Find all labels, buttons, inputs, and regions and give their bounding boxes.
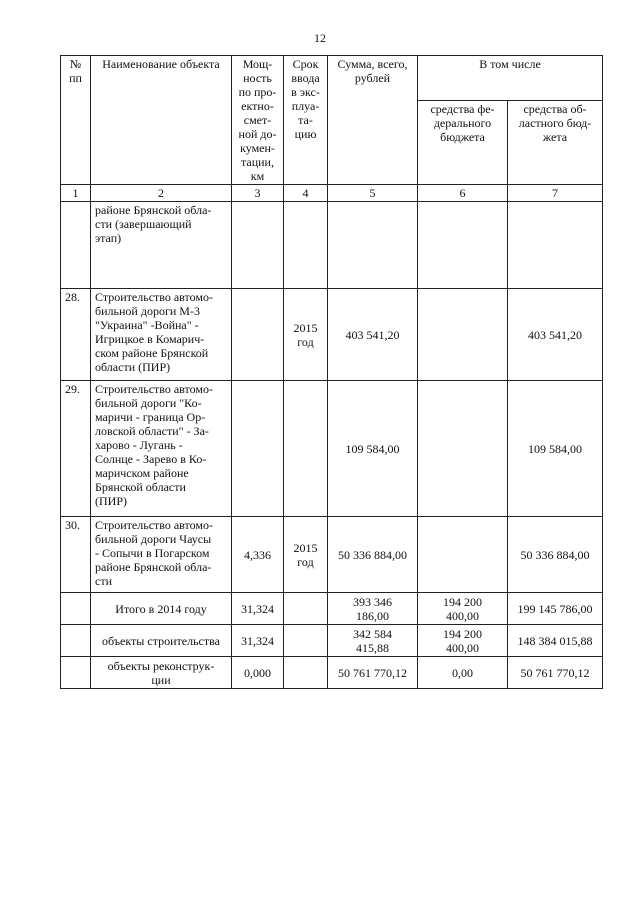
row-power — [232, 381, 284, 517]
row-regional: 403 541,20 — [508, 289, 603, 381]
row-term — [284, 381, 328, 517]
row-name: Строительство автомо- бильной дороги Чаусы - Сопычи в Погарском районе Брянской обла- сти — [91, 517, 232, 593]
row-power: 4,336 — [232, 517, 284, 593]
column-number-row — [61, 185, 603, 202]
column-number: 1 — [61, 185, 91, 202]
total-row — [61, 593, 603, 625]
total-num — [61, 657, 91, 689]
column-number: 3 — [232, 185, 284, 202]
column-number: 7 — [508, 185, 603, 202]
row-federal — [418, 517, 508, 593]
row-term — [284, 202, 328, 289]
total-label: объекты реконструк- ции — [91, 657, 232, 689]
total-row — [61, 625, 603, 657]
total-sum: 393 346 186,00 — [328, 593, 418, 625]
row-power — [232, 289, 284, 381]
total-regional: 148 384 015,88 — [508, 625, 603, 657]
total-sum: 50 761 770,12 — [328, 657, 418, 689]
row-name: Строительство автомо- бильной дороги "Ко- маричи - граница Ор- ловской области" - За- харово - Лугань - Солнце - Зарево в Ко- маричском районе Брянской области (ПИР) — [91, 381, 232, 517]
row-sum: 403 541,20 — [328, 289, 418, 381]
header-sum: Сумма, всего, рублей — [328, 56, 418, 185]
table-row — [61, 202, 603, 289]
page-number: 12 — [314, 31, 326, 45]
row-regional: 50 336 884,00 — [508, 517, 603, 593]
table-row — [61, 381, 603, 517]
header-regional: средства об- ластного бюд- жета — [508, 101, 603, 185]
row-federal — [418, 289, 508, 381]
total-row — [61, 657, 603, 689]
total-regional: 199 145 786,00 — [508, 593, 603, 625]
row-federal — [418, 202, 508, 289]
total-num — [61, 593, 91, 625]
total-power: 31,324 — [232, 593, 284, 625]
row-name: Строительство автомо- бильной дороги М-3 "Украина" -Война" - Игрицкое в Комарич- ском районе Брянской области (ПИР) — [91, 289, 232, 381]
objects-table — [60, 55, 603, 689]
total-label: объекты строительства — [91, 625, 232, 657]
total-federal: 0,00 — [418, 657, 508, 689]
row-sum — [328, 202, 418, 289]
total-regional: 50 761 770,12 — [508, 657, 603, 689]
header-row — [61, 56, 603, 101]
column-number: 5 — [328, 185, 418, 202]
total-sum: 342 584 415,88 — [328, 625, 418, 657]
column-number: 6 — [418, 185, 508, 202]
row-term: 2015 год — [284, 289, 328, 381]
total-federal: 194 200 400,00 — [418, 593, 508, 625]
row-num: 29. — [61, 381, 91, 517]
row-regional — [508, 202, 603, 289]
row-regional: 109 584,00 — [508, 381, 603, 517]
table-row — [61, 517, 603, 593]
total-label: Итого в 2014 году — [91, 593, 232, 625]
total-term — [284, 625, 328, 657]
header-power: Мощ- ность по про- ектно- смет- ной до- кумен- тации, км — [232, 56, 284, 185]
row-sum: 109 584,00 — [328, 381, 418, 517]
table-row — [61, 289, 603, 381]
row-power — [232, 202, 284, 289]
row-sum: 50 336 884,00 — [328, 517, 418, 593]
row-num — [61, 202, 91, 289]
total-power: 0,000 — [232, 657, 284, 689]
row-num: 28. — [61, 289, 91, 381]
row-term: 2015 год — [284, 517, 328, 593]
column-number: 2 — [91, 185, 232, 202]
total-federal: 194 200 400,00 — [418, 625, 508, 657]
row-federal — [418, 381, 508, 517]
header-term: Срок ввода в экс- плуа- та- цию — [284, 56, 328, 185]
row-num: 30. — [61, 517, 91, 593]
column-number: 4 — [284, 185, 328, 202]
row-name: районе Брянской обла- сти (завершающий этап) — [91, 202, 232, 289]
total-term — [284, 593, 328, 625]
total-num — [61, 625, 91, 657]
total-power: 31,324 — [232, 625, 284, 657]
header-federal: средства фе- дерального бюджета — [418, 101, 508, 185]
header-num: № пп — [61, 56, 91, 185]
header-including: В том числе — [418, 56, 603, 101]
header-name: Наименование объекта — [91, 56, 232, 185]
total-term — [284, 657, 328, 689]
